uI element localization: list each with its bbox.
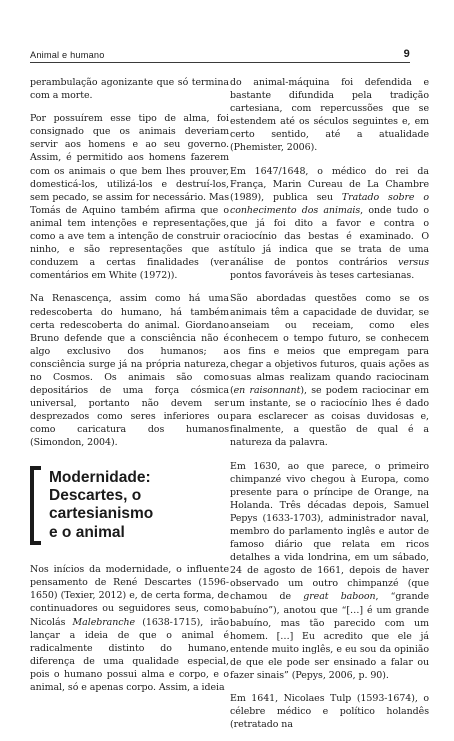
right-column bbox=[230, 76, 429, 741]
left-column bbox=[30, 76, 229, 704]
text-run: , “grande babuíno”), anotou que “[…] é um grande babuíno, mas tão parecido com um homem. […] Eu acredito que ele já entende muito inglês, e eu sou da opinião de que ele pode ser ensinado a falar ou fazer sinais” (Pepys, 2006, p. 90). bbox=[230, 591, 430, 682]
paragraph bbox=[230, 165, 429, 283]
paragraph bbox=[230, 460, 429, 683]
paragraph: perambulação agonizante que só termina com a morte. bbox=[30, 77, 229, 102]
text-run: , onde tudo o que já foi dito a favor e contra o raciocínio das bestas é examinado. O título já indica que se trata de uma análise de pontos contrários bbox=[230, 204, 429, 269]
bracket-ornament bbox=[30, 466, 41, 546]
paragraph: Na Renascença, assim como há uma redescoberta do humano, há também certa redescoberta do animal. Giordano Bruno defende que a consciência não é algo exclusivo dos humanos; a consciência surge já na própria natureza, no Cosmos. Os animais são como depositários de uma força cósmica universal, portanto não devem ser desprezados como seres inferiores ou como caricatura dos humanos (Simondon, 2004). bbox=[30, 293, 229, 449]
section-title: Modernidade: Descartes, o cartesianismo e o animal bbox=[49, 468, 154, 541]
emphasis: versus bbox=[398, 257, 429, 269]
text-run: Nos inícios da modernidade, o influente pensamento de René Descartes (1596-1650) (Texier, 2012) e, de certa forma, de continuadores ou seguidores seus, como Nicolás bbox=[30, 564, 229, 628]
paragraph: do animal-máquina foi defendida e bastante difundida pela tradição cartesiana, com repercussões que se estendem até os séculos seguintes e, em certo sentido, até a atualidade (Phemister, 2006). bbox=[230, 77, 429, 154]
emphasis: Malebranche bbox=[72, 616, 136, 628]
running-title: Animal e humano bbox=[30, 50, 105, 60]
running-head-row bbox=[30, 46, 410, 60]
text-run: (1638-1715), irão lançar a ideia de que o animal é radicalmente distinto do humano, diferença de uma qualidade especial, pois o humano possui alma e corpo, e o animal, só e apenas corpo. Assim, a ideia bbox=[30, 616, 229, 693]
text-run: ), se podem raciocinar em um instante, se o raciocínio lhes é dado para esclarecer as coisas duvidosas e, finalmente, a questão de qual é a natureza da palavra. bbox=[230, 385, 429, 449]
paragraph: Por possuírem esse tipo de alma, foi consignado que os animais deveriam servir aos homens e ao seu governo. Assim, é permitido aos homens fazerem com os animais o que bem lhes prouver, domesticá-los, utilizá-los e destruí-los, sem pecado, se assim for necessário. Mas Tomás de Aquino também afirma que o animal tem intenções e representações, como a ave tem a intenção de construir o ninho, e são representações que as conduzem a certas finalidades (ver comentários em White (1972)). bbox=[30, 113, 229, 282]
text-run: São abordadas questões como se os animais têm a capacidade de duvidar, se anseiam ou receiam, como eles conhecem o tempo futuro, se conhecem os fins e meios que empregam para chegar a objetivos futuros, quais ações as suas almas realizam quando raciocinam ( bbox=[230, 293, 429, 397]
paragraph: Em 1641, Nicolaes Tulp (1593-1674), o célebre médico e político holandês (retratado na bbox=[230, 693, 429, 731]
emphasis: great baboon bbox=[303, 591, 376, 603]
section-heading-box bbox=[30, 466, 229, 546]
paragraph bbox=[30, 563, 229, 694]
text-run: Em 1647/1648, o médico do rei da França, Marin Cureau de La Chambre (1989), publica seu bbox=[230, 165, 429, 203]
paragraph bbox=[230, 292, 429, 449]
book-title: Tratado sobre o conhecimento dos animais bbox=[230, 191, 430, 216]
emphasis: en raisonnant bbox=[233, 385, 301, 397]
page-number: 9 bbox=[403, 48, 410, 60]
header-rule bbox=[30, 62, 410, 63]
text-run: pontos favoráveis às teses cartesianas. bbox=[230, 270, 415, 282]
text-run: Em 1630, ao que parece, o primeiro chimpanzé vivo chegou à Europa, como presente para o príncipe de Orange, na Holanda. Três décadas depois, Samuel Pepys (1633-1703), administrador naval, membro do parlamento inglês e autor de famoso diário que relata em ricos detalhes a vida londrina, em um sábado, 24 de agosto de 1661, depois de haver observado um outro chimpanzé (que chamou de bbox=[230, 460, 429, 603]
